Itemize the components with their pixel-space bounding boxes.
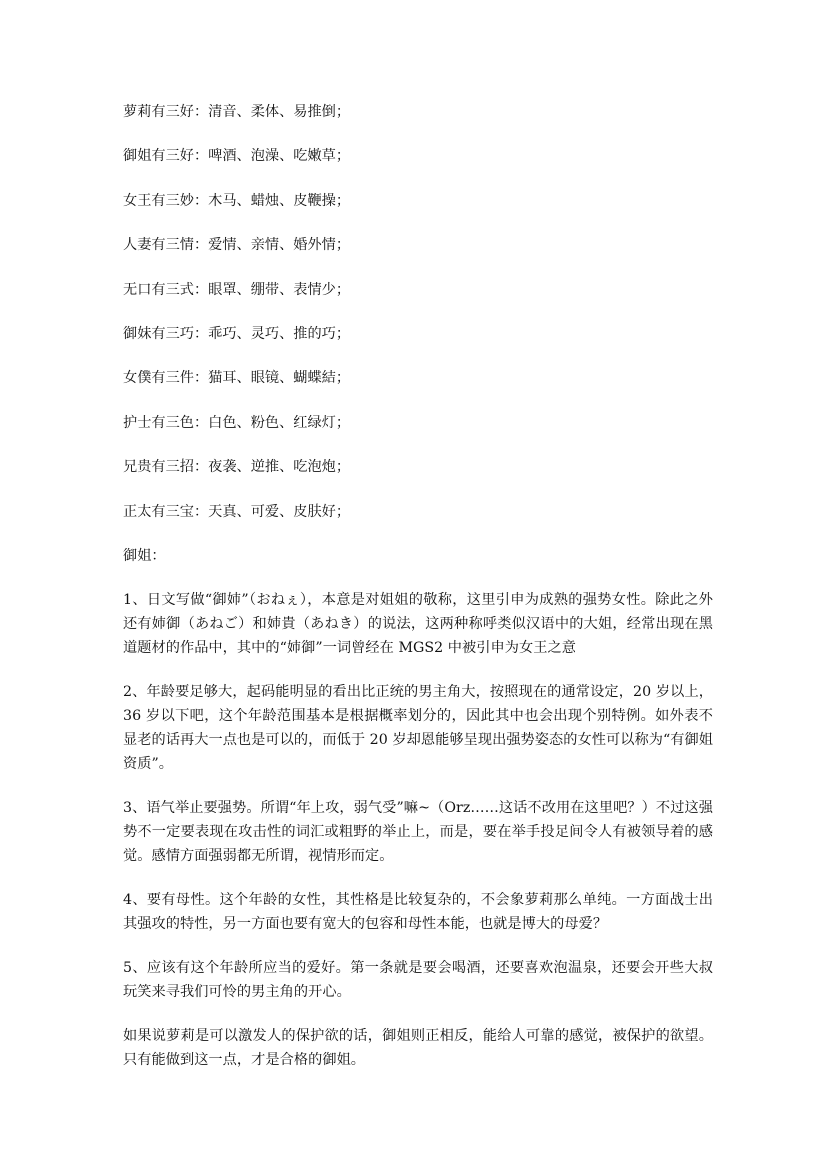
- text-line-nurse: 护士有三色：白色、粉色、红绿灯；: [123, 414, 351, 431]
- text-line-onee: 御姐有三好：啤酒、泡澡、吃嫩草；: [123, 148, 351, 165]
- section-heading: 御姐：: [123, 547, 166, 564]
- text-line-queen: 女王有三妙：木马、蜡烛、皮鞭操；: [123, 192, 351, 209]
- text-line-sister: 御妹有三巧：乖巧、灵巧、推的巧；: [123, 325, 351, 342]
- text-line-mukuchi: 无口有三式：眼罩、绷带、表情少；: [123, 281, 351, 298]
- text-line-loli: 萝莉有三好：清音、柔体、易推倒；: [123, 104, 351, 120]
- paragraph-1: 1、日文写做“御姉”（おねぇ），本意是对姐姐的敬称，这里引申为成熟的强势女性。除此之外还有姉御（あねご）和姉貴（あねき）的说法，这两种称呼类似汉语中的大姐，经常出现在黑道题材的作品中，其中的“姉御”一词曾经在 MGS2 中被引申为女王之意: [123, 591, 713, 656]
- text-line-wife: 人妻有三情：爱情、亲情、婚外情；: [123, 237, 351, 254]
- text-line-aniki: 兄贵有三招：夜袭、逆推、吃泡炮；: [123, 459, 351, 476]
- paragraph-conclusion: 如果说萝莉是可以激发人的保护欲的话，御姐则正相反，能给人可靠的感觉，被保护的欲望。只有能做到这一点，才是合格的御姐。: [123, 1027, 713, 1068]
- document-page: [123, 100, 713, 1092]
- text-line-maid: 女僕有三件：猫耳、眼镜、蝴蝶結；: [123, 370, 351, 387]
- text-line-shota: 正太有三宝：天真、可爱、皮肤好；: [123, 503, 351, 520]
- paragraph-5: 5、应该有这个年龄所应当的爱好。第一条就是要会喝酒，还要喜欢泡温泉，还要会开些大叔玩笑来寻我们可怜的男主角的开心。: [123, 959, 713, 1000]
- paragraph-2: 2、年龄要足够大，起码能明显的看出比正统的男主角大，按照现在的通常设定，20 岁以上，36 岁以下吧，这个年龄范围基本是根据概率划分的，因此其中也会出现个别特例。如外表不显老的话再大一点也是可以的，而低于 20 岁却恩能够呈现出强势姿态的女性可以称为“有御姐资质”。: [123, 683, 713, 772]
- paragraph-3: 3、语气举止要强势。所谓“年上攻，弱气受”嘛~（Orz……这话不改用在这里吧？）不过这强势不一定要表现在攻击性的词汇或粗野的举止上，而是，要在举手投足间令人有被领导着的感觉。感情方面强弱都无所谓，视情形而定。: [123, 799, 713, 864]
- paragraph-4: 4、要有母性。这个年龄的女性，其性格是比较复杂的，不会象萝莉那么单纯。一方面战士出其强攻的特性，另一方面也要有宽大的包容和母性本能，也就是博大的母爱？: [123, 891, 713, 932]
